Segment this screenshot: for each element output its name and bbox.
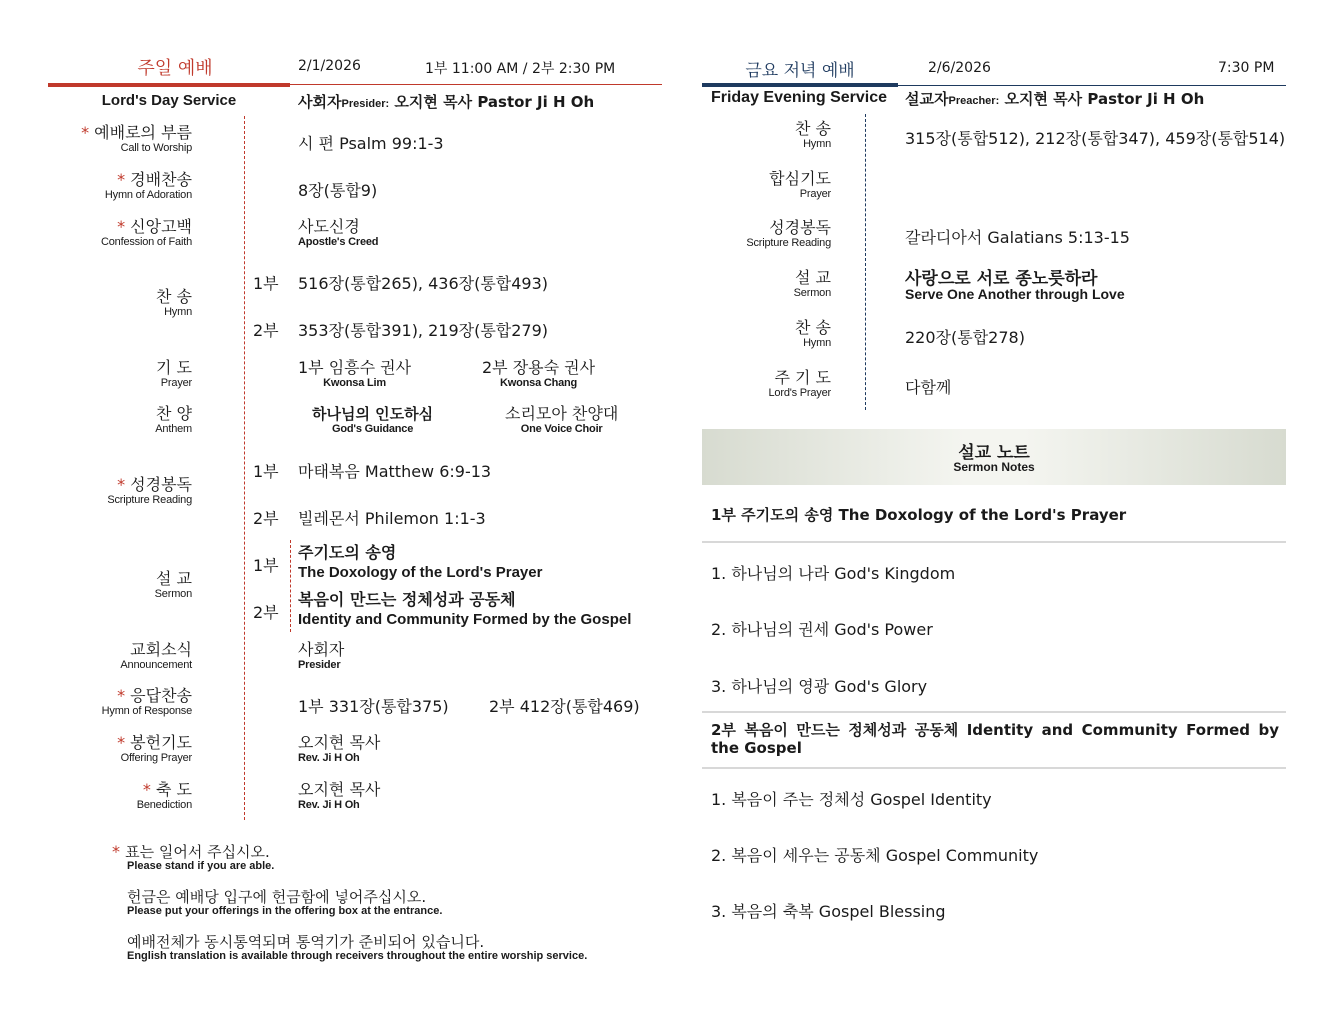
friday-scripture-value: 갈라디아서 Galatians 5:13-15: [905, 228, 1130, 247]
note-translation: 예배전체가 동시통역되며 통역기가 준비되어 있습니다.: [127, 933, 485, 951]
sermon-title-1-en: The Doxology of the Lord's Prayer: [298, 564, 543, 581]
notes-part2-point3: 3. 복음의 축복 Gospel Blessing: [711, 902, 946, 921]
confession-value: 사도신경 Apostle's Creed: [298, 217, 379, 248]
confession-label: * 신앙고백 Confession of Faith: [101, 217, 192, 248]
sunday-divider-line: [244, 116, 245, 820]
sermon-notes-subtitle: Sermon Notes: [953, 460, 1035, 474]
sermon-notes-title: 설교 노트: [958, 443, 1030, 463]
friday-hymn2-value: 220장(통합278): [905, 328, 1025, 347]
friday-hymn1-label: 찬 송 Hymn: [795, 119, 831, 150]
friday-header-rule: [898, 85, 1286, 86]
sunday-title-underline: [48, 83, 290, 87]
notes-part1-point1: 1. 하나님의 나라 God's Kingdom: [711, 564, 956, 583]
notes-part2-heading: 2부 복음이 만드는 정체성과 공동체 Identity and Community Formed by the Gospel: [711, 721, 1279, 757]
hymn-service1-tag: 1부: [253, 274, 279, 293]
friday-prayer-label: 합심기도 Prayer: [769, 169, 831, 200]
prayer-leader-2: 2부 장용숙 권사 Kwonsa Chang: [482, 358, 596, 389]
notes-part2-point2: 2. 복음이 세우는 공동체 Gospel Community: [711, 846, 1039, 865]
friday-date: 2/6/2026: [928, 60, 991, 76]
friday-lords-prayer-label: 주 기 도 Lord's Prayer: [768, 368, 831, 399]
note-translation-en: English translation is available through receivers throughout the entire worship service.: [127, 950, 588, 962]
call-to-worship-value: 시 편 Psalm 99:1-3: [298, 134, 444, 153]
anthem-label: 찬 양 Anthem: [155, 404, 192, 435]
response-service2: 2부 412장(통합469): [489, 697, 640, 716]
prayer-leader-1: 1부 임흥수 권사 Kwonsa Lim: [298, 358, 412, 389]
announcement-label: 교회소식 Announcement: [120, 640, 192, 671]
hymn-service2-value: 353장(통합391), 219장(통합279): [298, 321, 549, 340]
notes-part1-point2: 2. 하나님의 권세 God's Power: [711, 620, 933, 639]
friday-sermon-title-ko: 사랑으로 서로 종노릇하라: [905, 269, 1098, 289]
offering-label: * 봉헌기도 Offering Prayer: [117, 733, 192, 764]
friday-hymn1-value: 315장(통합512), 212장(통합347), 459장(통합514): [905, 129, 1286, 148]
friday-lords-prayer-value: 다함께: [905, 378, 952, 397]
response-label: * 응답찬송 Hymn of Response: [101, 686, 192, 717]
scripture-service1-value: 마태복음 Matthew 6:9-13: [298, 462, 492, 481]
benediction-label: * 축 도 Benediction: [136, 780, 192, 811]
benediction-value: 오지현 목사 Rev. Ji H Oh: [298, 780, 381, 811]
notes-separator: [702, 541, 1286, 543]
friday-scripture-label: 성경봉독 Scripture Reading: [746, 218, 831, 249]
sunday-header-rule: [290, 84, 662, 85]
sunday-title: 주일 예배: [137, 58, 213, 79]
friday-hymn2-label: 찬 송 Hymn: [795, 318, 831, 349]
notes-separator: [702, 711, 1286, 713]
sermon-notes-header: [702, 429, 1286, 485]
anthem-title: 하나님의 인도하심 God's Guidance: [312, 405, 434, 435]
friday-subtitle: Friday Evening Service: [710, 89, 888, 106]
note-stand-en: Please stand if you are able.: [127, 860, 275, 872]
sermon-title-1-ko: 주기도의 송영: [298, 543, 397, 562]
scripture-service1-tag: 1부: [253, 462, 279, 481]
announcement-value: 사회자 Presider: [298, 640, 345, 671]
note-offering: 헌금은 예배당 입구에 헌금함에 넣어주십시오.: [127, 888, 427, 906]
response-service1: 1부 331장(통합375): [298, 697, 449, 716]
sermon-service1-tag: 1부: [253, 556, 279, 575]
friday-title-underline: [702, 83, 898, 87]
friday-title: 금요 저녁 예배: [745, 61, 855, 81]
sermon-bracket-line: [290, 540, 291, 632]
call-to-worship-label: * 예배로의 부름 Call to Worship: [81, 123, 192, 154]
sunday-subtitle: Lord's Day Service: [101, 92, 237, 109]
sermon-title-2-en: Identity and Community Formed by the Gospel: [298, 611, 632, 628]
notes-part2-point1: 1. 복음이 주는 정체성 Gospel Identity: [711, 790, 992, 809]
sunday-date: 2/1/2026: [298, 58, 361, 74]
scripture-service2-value: 빌레몬서 Philemon 1:1-3: [298, 509, 486, 528]
prayer-label: 기 도 Prayer: [156, 358, 192, 389]
notes-separator: [702, 767, 1286, 769]
sunday-times: 1부 11:00 AM / 2부 2:30 PM: [425, 61, 616, 77]
friday-sermon-label: 설 교 Sermon: [793, 268, 831, 299]
hymn-service1-value: 516장(통합265), 436장(통합493): [298, 274, 549, 293]
sermon-title-2-ko: 복음이 만드는 정체성과 공동체: [298, 590, 516, 609]
offering-value: 오지현 목사 Rev. Ji H Oh: [298, 733, 381, 764]
friday-sermon-title-en: Serve One Another through Love: [905, 286, 1125, 302]
friday-time: 7:30 PM: [1218, 60, 1275, 76]
adoration-value: 8장(통합9): [298, 181, 378, 200]
notes-part1-heading: 1부 주기도의 송영 The Doxology of the Lord's Prayer: [711, 506, 1127, 524]
friday-preacher: 설교자Preacher: 오지현 목사 Pastor Ji H Oh: [905, 90, 1205, 108]
sermon-label: 설 교 Sermon: [154, 569, 192, 600]
notes-part1-point3: 3. 하나님의 영광 God's Glory: [711, 677, 928, 696]
sermon-service2-tag: 2부: [253, 603, 279, 622]
hymn-label: 찬 송 Hymn: [156, 287, 192, 318]
anthem-choir: 소리모아 찬양대 One Voice Choir: [505, 404, 619, 435]
note-offering-en: Please put your offerings in the offering box at the entrance.: [127, 905, 443, 917]
sunday-presider: 사회자Presider: 오지현 목사 Pastor Ji H Oh: [298, 93, 595, 111]
friday-divider-line: [865, 114, 866, 410]
adoration-label: * 경배찬송 Hymn of Adoration: [104, 170, 192, 201]
hymn-service2-tag: 2부: [253, 321, 279, 340]
scripture-service2-tag: 2부: [253, 509, 279, 528]
note-stand: * 표는 일어서 주십시오.: [112, 842, 270, 861]
scripture-label: * 성경봉독 Scripture Reading: [107, 475, 192, 506]
